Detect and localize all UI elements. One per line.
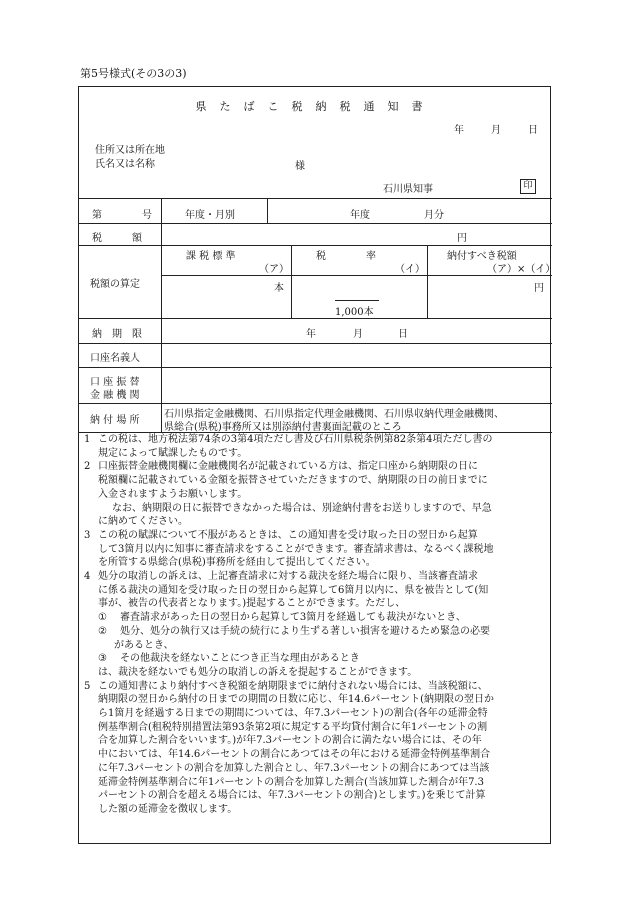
note-line: 口座振替金融機関欄に金融機関名が記載されている方は、指定口座から納期限の日に [98, 461, 478, 473]
note-line: 合を加算した割合をいいます。)が年7.3パーセントの割合に満たない場合には、その年 [98, 735, 482, 747]
note-line: 入金されますようお願いします。 [98, 488, 248, 500]
rule [161, 275, 552, 276]
rule [427, 245, 428, 318]
rule [79, 403, 552, 404]
note-line: なお、納期限の日に振替できなかった場合は、別途納付書をお送りしますので、早急 [112, 502, 492, 514]
rule [79, 367, 552, 368]
account-holder-label: 口座名義人 [90, 353, 140, 364]
official-seal: 印 [520, 179, 536, 194]
note-line: 納期限の翌日から納付の日までの期間の日数に応じ、年14.6パーセント(納期限の翌日か [98, 694, 494, 706]
notes-section [80, 433, 550, 817]
calculation-label: 税額の算定 [90, 279, 140, 290]
tax-amount-label: 税 額 [92, 233, 142, 244]
note-line: は、裁決を経ないでも処分の取消しの訴えを提起することができます。 [98, 666, 418, 678]
fiscal-month-label: 年度・月別 [185, 210, 235, 221]
rule [79, 245, 552, 246]
transfer-label-2: 金 融 機 関 [90, 390, 140, 401]
note-5 [80, 680, 550, 817]
cigarette-unit: 本 [274, 283, 284, 294]
payable-header: 納付すべき税額 [447, 251, 517, 262]
deadline-year: 年 [306, 329, 316, 340]
note-2 [80, 460, 550, 529]
note-line: その他裁決を経ないことにつき正当な理由があるとき [120, 653, 360, 665]
note-line: 例基準割合(租税特別措置法第93条第2項に規定する平均貸付割合に年1パーセントの割 [98, 721, 488, 733]
item-marker: ① [98, 612, 107, 624]
rule [161, 198, 162, 432]
fiscal-year-unit: 年度 [350, 210, 370, 221]
issuer: 石川県知事 [383, 184, 433, 195]
note-1 [80, 433, 550, 460]
name-label: 氏名又は名称 [95, 159, 155, 170]
rule [79, 343, 552, 344]
note-line: に納めてください。 [98, 516, 188, 528]
form-number: 第5号様式(その3の3) [80, 67, 187, 80]
deadline-label: 納 期 限 [92, 329, 142, 340]
payment-place-line2: 県総合(県税)事務所又は別添納付書裏面記載のところ [164, 422, 402, 433]
note-number: 1 [84, 434, 91, 445]
payable-formula: （ア）×（イ） [487, 264, 556, 275]
deadline-day: 日 [398, 329, 408, 340]
note-line: 中においては、年14.6パーセントの割合にあつてはその年における延滞金特例基準割合 [98, 749, 491, 761]
number-label: 第 号 [92, 210, 152, 221]
deadline-month: 月 [353, 329, 363, 340]
date-month-label: 月 [491, 125, 501, 136]
note-line: 延滞金特例基準割合に年1パーセントの割合を加算した割合(当該加算した割合が年7.3 [98, 776, 484, 788]
payable-unit: 円 [534, 283, 544, 294]
note-line: に年7.3パーセントの割合を加算した割合とし、年7.3パーセントの割合にあつては当該 [98, 762, 490, 774]
note-line: 税額欄に記載されている金額を振替させていただきますので、納期限の日の前日までに [98, 475, 488, 487]
rule [291, 245, 292, 318]
rate-denominator: 1,000本 [335, 307, 374, 318]
note-line: 審査請求があった日の翌日から起算して3箇月を経過しても裁決がないとき、 [120, 612, 466, 624]
note-line: に係る裁決の通知を受け取った日の翌日から起算して6箇月以内に、県を被告として(知 [98, 584, 489, 596]
tax-notice-form [78, 86, 556, 844]
note-line: ら1箇月を経過する日までの期間については、年7.3パーセント)の割合(各年の延滞金特 [98, 708, 488, 720]
note-4 [80, 570, 550, 680]
tax-amount-unit: 円 [457, 233, 467, 244]
rule [79, 318, 552, 319]
date-year-label: 年 [454, 125, 464, 136]
note-3 [80, 529, 550, 570]
payment-place-label: 納 付 場 所 [90, 415, 140, 426]
note-number: 3 [84, 529, 91, 541]
tax-base-header: 課 税 標 準 [186, 251, 236, 262]
transfer-label-1: 口 座 振 替 [90, 377, 140, 388]
rule [267, 198, 268, 223]
note-line: した額の延滞金を徴収します。 [98, 803, 238, 815]
note-line: 事が、被告の代表者となります。)提起することができます。ただし、 [98, 598, 406, 610]
note-number: 2 [84, 461, 91, 473]
honorific: 様 [295, 161, 305, 172]
month-unit: 月分 [424, 210, 444, 221]
tax-base-code: （ア） [259, 264, 289, 275]
address-label: 住所又は所在地 [95, 145, 165, 156]
note-line: 処分、処分の執行又は手続の続行により生ずる著しい損害を避けるため緊急の必要 [120, 625, 490, 637]
fraction-bar [335, 300, 379, 301]
note-line: 規定によって賦課したものです。 [98, 447, 248, 459]
note-line: パーセントの割合を超える場合には、年7.3パーセントの割合)とします。)を乗じて計算 [98, 790, 486, 802]
note-number: 5 [84, 680, 91, 692]
note-line: を所管する県総合(県税)事務所を経由して提出してください。 [98, 557, 376, 569]
note-line: があるとき、 [114, 639, 174, 651]
form-title: 県たばこ税納税通知書 [195, 100, 436, 113]
note-line: 処分の取消しの訴えは、上記審査請求に対する裁決を経た場合に限り、当該審査請求 [98, 571, 478, 583]
note-line: この税は、地方税法第74条の3第4項ただし書及び石川県税条例第82条第4項ただし書の [98, 434, 493, 445]
item-marker: ③ [98, 653, 107, 665]
note-number: 4 [84, 571, 91, 583]
note-line: この税の賦課について不服があるときは、この通知書を受け取った日の翌日から起算 [98, 529, 478, 541]
note-line: して3箇月以内に知事に審査請求をすることができます。審査請求書は、なるべく課税地 [98, 543, 494, 555]
tax-rate-header: 税 率 [316, 251, 376, 262]
date-day-label: 日 [528, 125, 538, 136]
payment-place-line1: 石川県指定金融機関、石川県指定代理金融機関、石川県収納代理金融機関、 [164, 409, 504, 420]
note-line: この通知書により納付すべき税額を納期限までに納付されない場合には、当該税額に、 [98, 680, 488, 692]
item-marker: ② [98, 625, 107, 637]
rule [79, 223, 552, 224]
rule [79, 198, 552, 199]
tax-rate-code: （イ） [395, 264, 425, 275]
